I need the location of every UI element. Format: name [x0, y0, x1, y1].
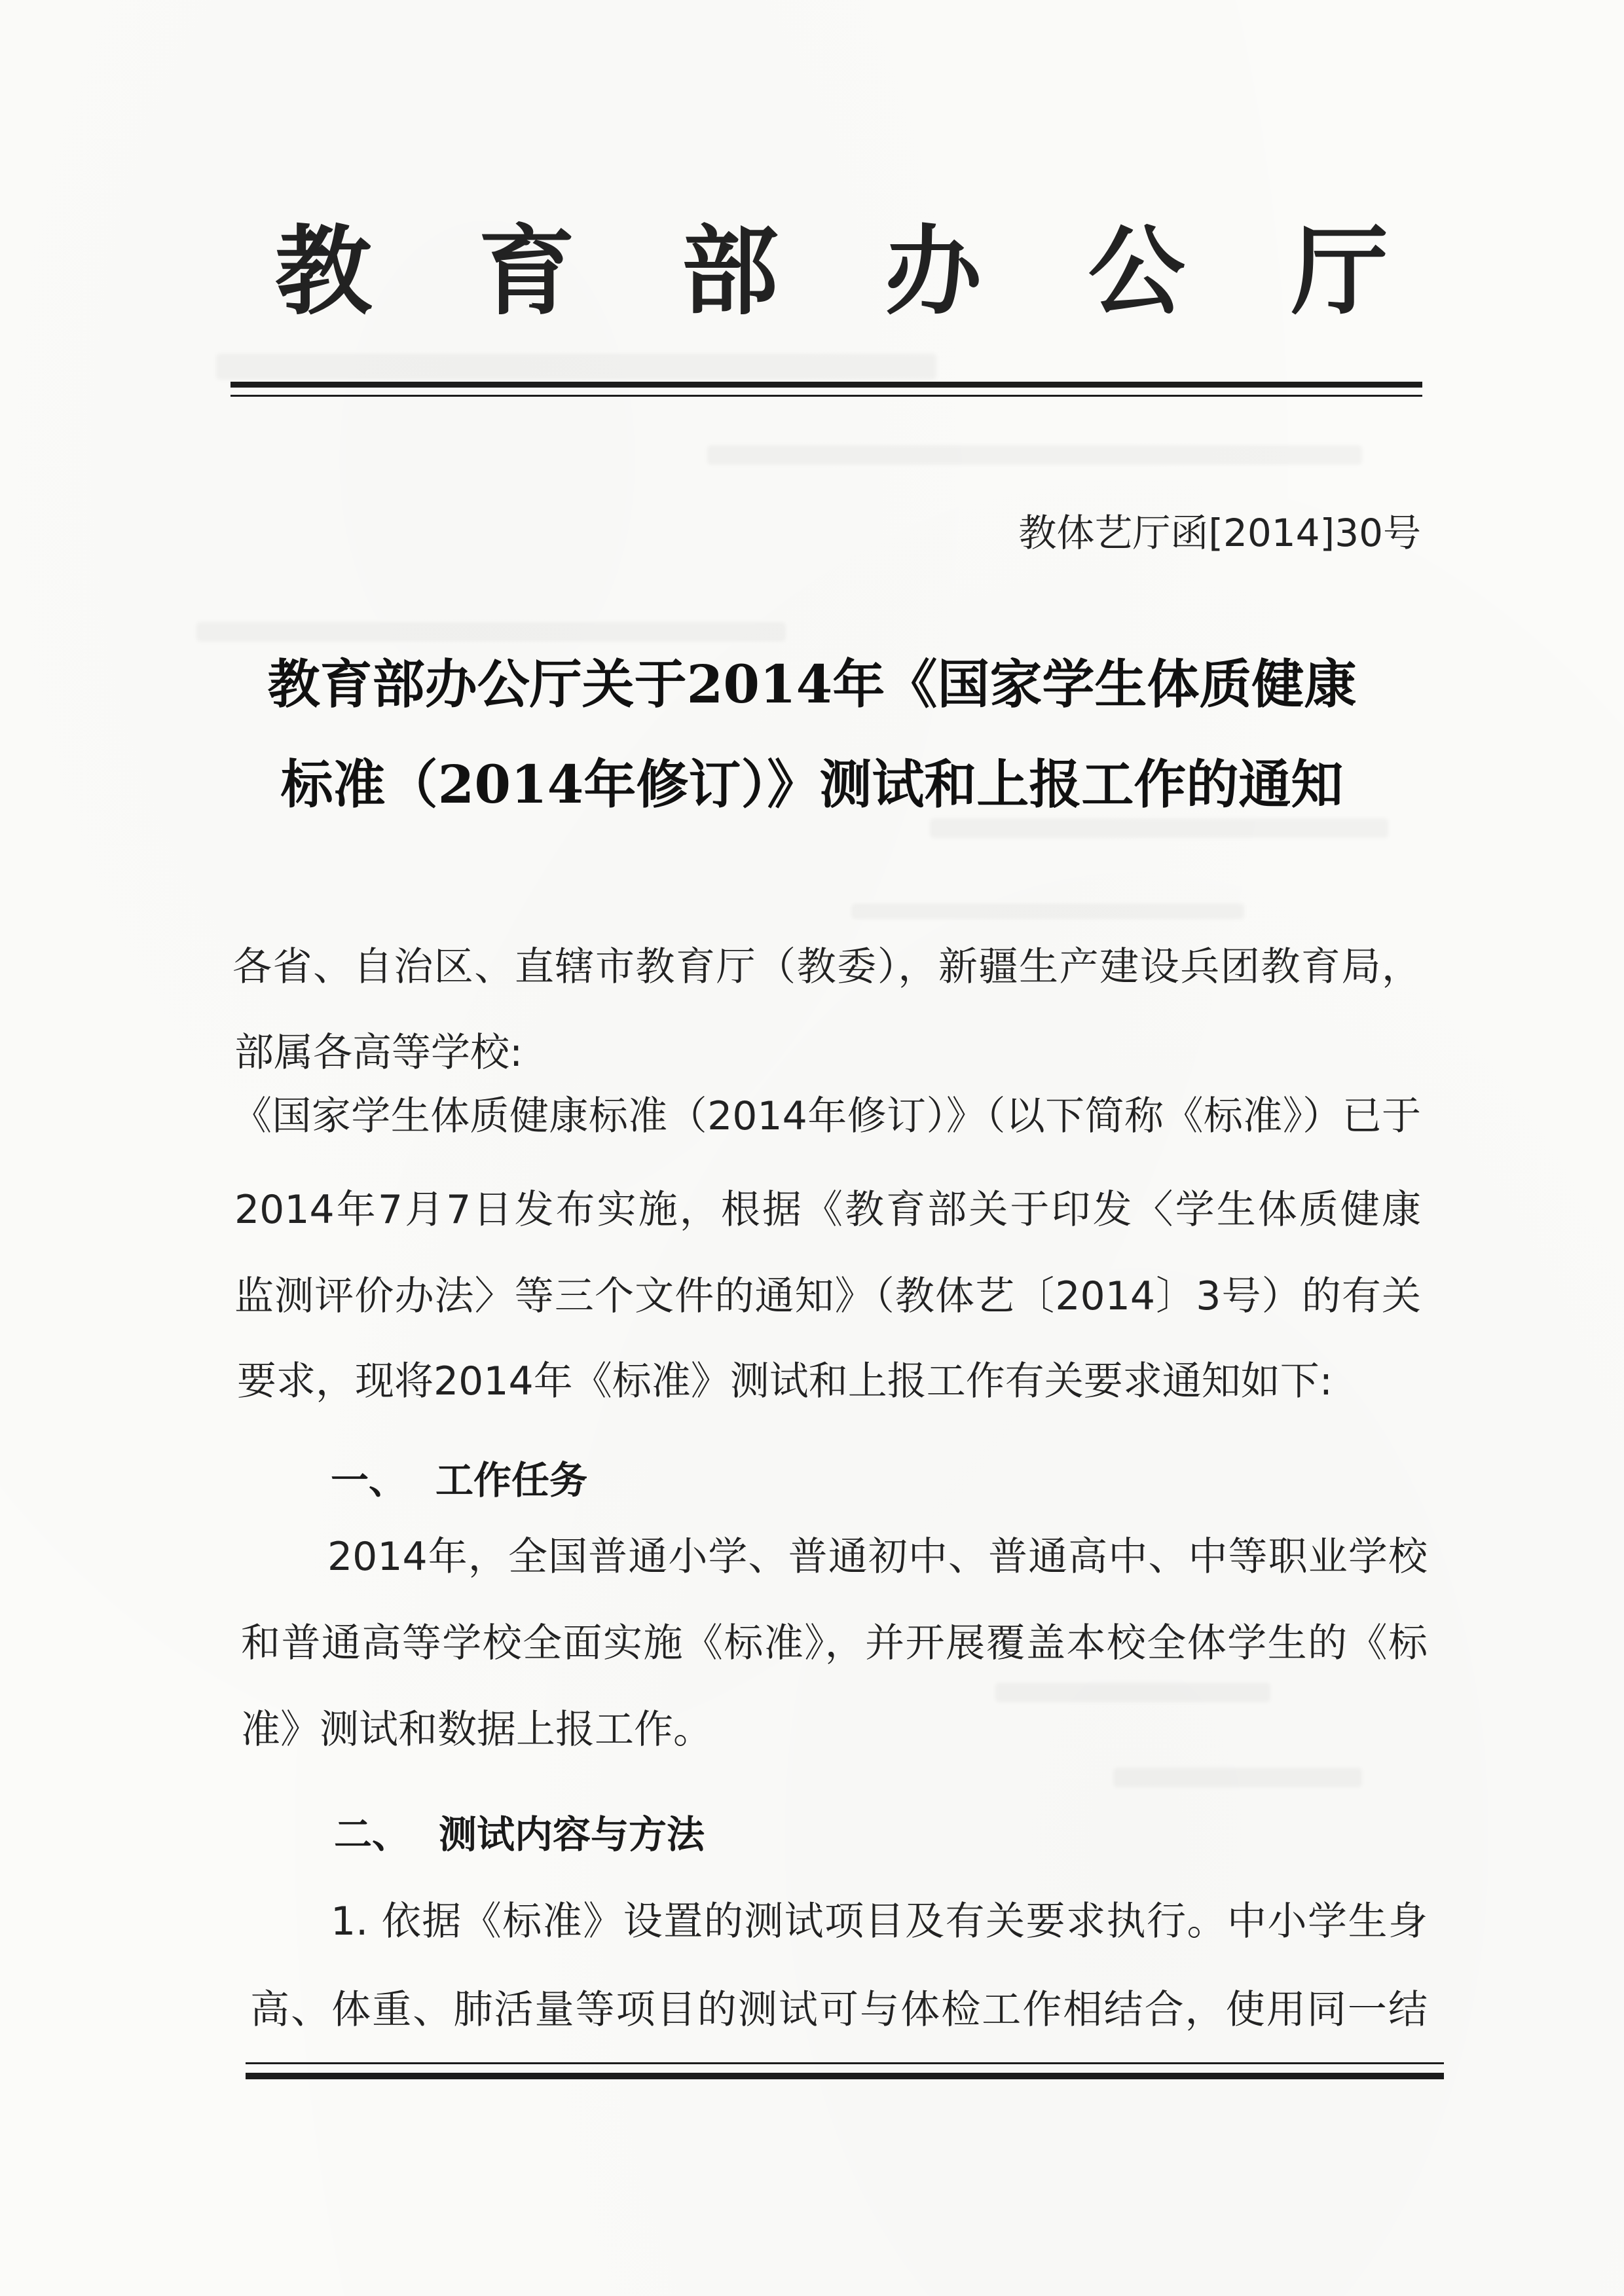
section2-line-2: 高、体重、肺活量等项目的测试可与体检工作相结合，使用同一结 [250, 1987, 1428, 2033]
header-char: 厅 [1291, 214, 1388, 328]
section2-line-1: 1. 依据《标准》设置的测试项目及有关要求执行。中小学生身 [331, 1899, 1428, 1944]
header-char: 育 [478, 214, 576, 328]
bleed-through-mark [196, 622, 786, 642]
intro-line-4: 要求，现将2014年《标准》测试和上报工作有关要求通知如下: [237, 1358, 1333, 1404]
header-char: 公 [1088, 214, 1185, 328]
document-number: 教体艺厅函[2014]30号 [1018, 511, 1421, 555]
recipients-line-2: 部属各高等学校: [234, 1030, 523, 1076]
header-char: 教 [275, 214, 372, 328]
footer-rule-thick [246, 2073, 1444, 2079]
bleed-through-mark [1113, 1768, 1362, 1787]
header-char: 办 [885, 214, 982, 328]
section-number: 二、 [334, 1812, 411, 1857]
document-title-line-1: 教育部办公厅关于2014年《国家学生体质健康 [267, 653, 1357, 715]
section-title: 工作任务 [435, 1458, 588, 1503]
bleed-through-mark [707, 445, 1362, 465]
issuing-office-header [275, 214, 1388, 328]
bleed-through-mark [930, 818, 1388, 838]
bleed-through-mark [216, 354, 936, 380]
footer-rule-thin [246, 2062, 1444, 2064]
section1-line-3: 准》测试和数据上报工作。 [241, 1707, 712, 1753]
section-number: 一、 [331, 1458, 407, 1503]
header-rule-thick [231, 382, 1422, 388]
section1-line-2: 和普通高等学校全面实施《标准》，并开展覆盖本校全体学生的《标 [241, 1620, 1428, 1666]
document-title-line-2: 标准（2014年修订）》测试和上报工作的通知 [280, 754, 1344, 815]
bleed-through-mark [851, 903, 1244, 919]
section-title: 测试内容与方法 [439, 1812, 705, 1857]
intro-line-3: 监测评价办法〉等三个文件的通知》（教体艺〔2014〕3号）的有关 [234, 1273, 1421, 1319]
intro-line-1: 《国家学生体质健康标准（2014年修订）》（以下简称《标准》）已于 [232, 1093, 1421, 1139]
header-char: 部 [681, 214, 779, 328]
intro-line-2: 2014年7月7日发布实施，根据《教育部关于印发〈学生体质健康 [234, 1187, 1421, 1233]
header-rule-thin [231, 395, 1422, 397]
bleed-through-mark [995, 1683, 1270, 1702]
recipients-line-1: 各省、自治区、直辖市教育厅（教委），新疆生产建设兵团教育局， [232, 944, 1421, 990]
section-heading-2 [334, 1812, 705, 1857]
section-heading-1 [331, 1458, 588, 1503]
section1-line-1: 2014年，全国普通小学、普通初中、普通高中、中等职业学校 [327, 1534, 1428, 1580]
